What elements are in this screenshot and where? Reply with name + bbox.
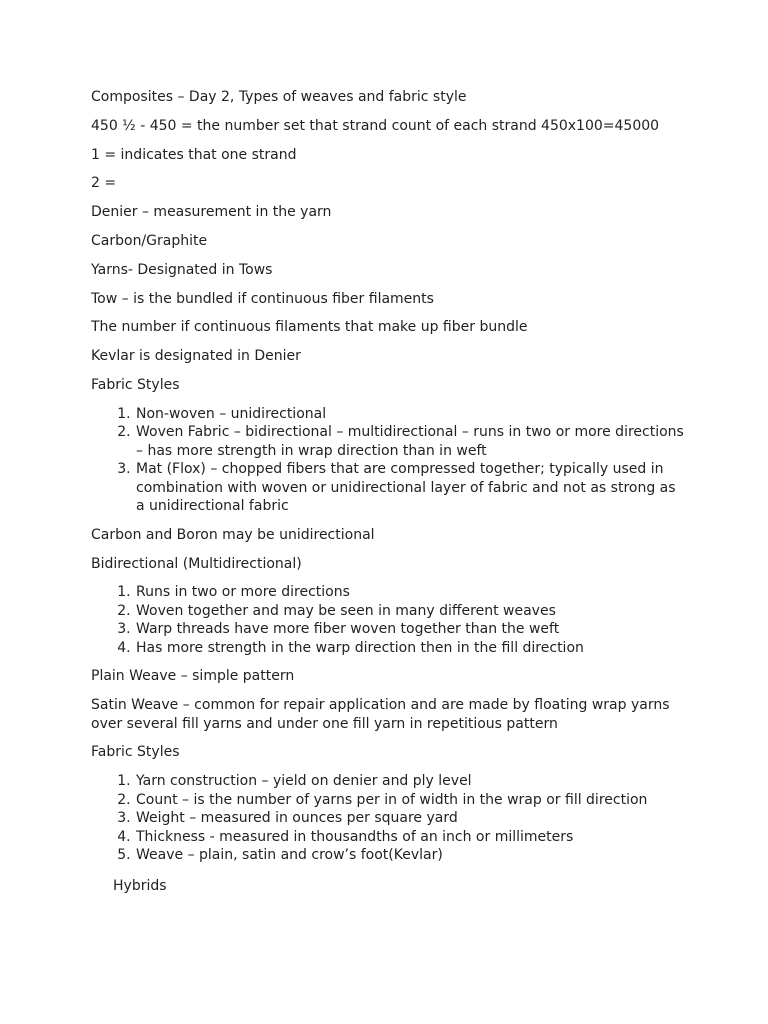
list-item: 5. Weave – plain, satin and crow’s foot(Kevlar) [135,846,688,865]
paragraph-kevlar: Kevlar is designated in Denier [91,348,301,365]
document-title: Composites – Day 2, Types of weaves and fabric style [91,89,467,105]
list-item: 2. Woven together and may be seen in many different weaves [135,602,688,621]
list-item: 3. Weight – measured in ounces per square yard [135,809,688,828]
paragraph-one-strand: 1 = indicates that one strand [91,146,297,163]
paragraph-hybrids: Hybrids [113,877,167,894]
list-item: 4. Thickness - measured in thousandths of an inch or millimeters [135,828,688,847]
bidirectional-list [91,583,688,657]
paragraph-carbon-graphite: Carbon/Graphite [91,232,208,249]
paragraph-strand-count: 450 ½ - 450 = the number set that strand count of each strand 450x100=45000 [91,117,660,134]
paragraph-two: 2 = [91,175,117,192]
paragraph-plain-weave: Plain Weave – simple pattern [91,668,295,685]
heading-fabric-styles-1: Fabric Styles [91,376,180,393]
paragraph-tow: Tow – is the bundled if continuous fiber filaments [91,290,434,307]
list-item: 3. Mat (Flox) – chopped fibers that are compressed together; typically used in combination with woven or unidirectional layer of fabric and not as strong as a unidirectional fabric [135,460,688,516]
list-item: 3. Warp threads have more fiber woven together than the weft [135,620,688,639]
paragraph-satin-weave: Satin Weave – common for repair application and are made by floating wrap yarns over several fill yarns and under one fill yarn in repetitious pattern [91,697,670,732]
list-item: 4. Has more strength in the warp direction then in the fill direction [135,639,688,658]
list-item: 2. Woven Fabric – bidirectional – multidirectional – runs in two or more directions – has more strength in wrap direction than in weft [135,423,688,460]
paragraph-filament-number: The number if continuous filaments that make up fiber bundle [91,319,528,336]
list-item: 1. Yarn construction – yield on denier and ply level [135,772,688,791]
paragraph-carbon-boron: Carbon and Boron may be unidirectional [91,526,375,543]
heading-bidirectional: Bidirectional (Multidirectional) [91,555,302,572]
list-item: 1. Non-woven – unidirectional [135,405,688,424]
list-item: 2. Count – is the number of yarns per in of width in the wrap or fill direction [135,791,688,810]
paragraph-denier: Denier – measurement in the yarn [91,204,332,221]
heading-fabric-styles-2: Fabric Styles [91,744,180,761]
fabric-styles-list-2 [91,772,688,865]
list-item: 1. Runs in two or more directions [135,583,688,602]
paragraph-yarns: Yarns- Designated in Tows [91,261,273,278]
fabric-styles-list-1 [91,405,688,516]
